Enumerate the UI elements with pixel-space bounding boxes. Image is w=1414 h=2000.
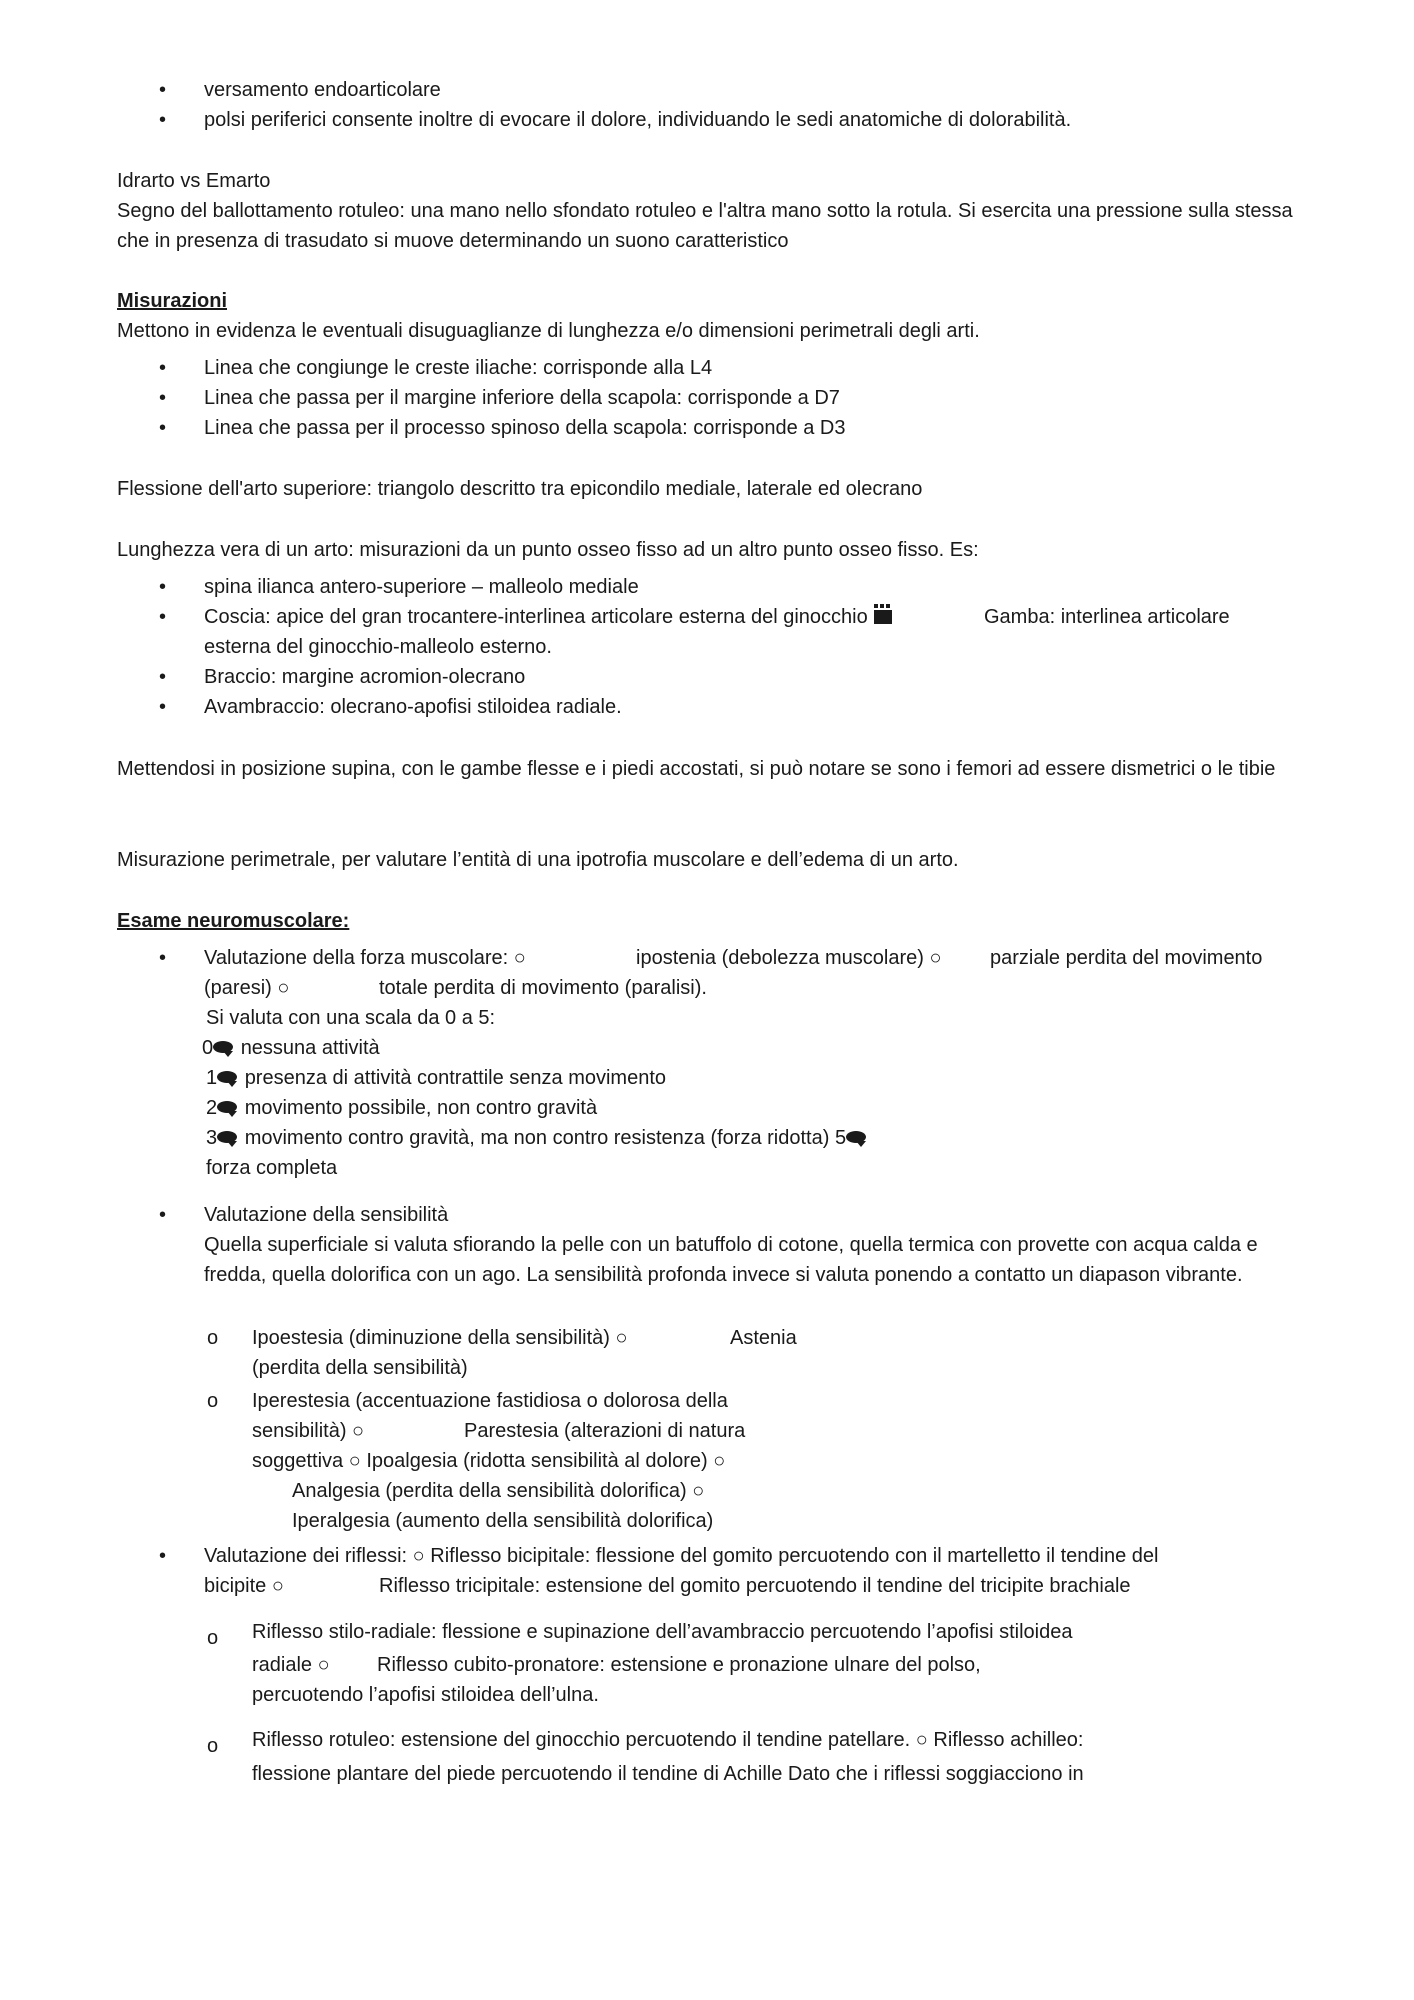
ipoalgesia-text: soggettiva ○ Ipoalgesia (ridotta sensibilità al dolore) ○ [252,1450,726,1472]
circle-bullet: o [207,1327,219,1349]
stiloradiale-text: Riflesso stilo-radiale: flessione e supinazione dell’avambraccio percuotendo l’apofisi stiloidea [252,1621,1073,1643]
forza-paresi: (paresi) ○ [204,977,290,999]
sensibilita-text: Quella superficiale si valuta sfiorando la pelle con un batuffolo di cotone, quella termica con provette con acqua calda e fredda, quella dolorifica con un ago. La sensibilità profonda invece si valuta ponendo a contatto un diapason vibrante. [204,1234,1258,1286]
scala-2-num: 2 [206,1097,218,1119]
stiloradiale-item [207,1617,1302,1712]
cubito-text: Riflesso cubito-pronatore: estensione e pronazione ulnare del polso, [377,1654,981,1676]
scala-1-text: presenza di attività contrattile senza movimento [244,1067,667,1089]
rotuleo-item [207,1725,1302,1790]
ipoestesia-item [207,1323,1302,1383]
iperalgesia-text: Iperalgesia (aumento della sensibilità dolorifica) [292,1510,714,1532]
neuro-heading: Esame neuromuscolare: [117,910,350,932]
scala-2-text: movimento possibile, non contro gravità [244,1097,598,1119]
scala-intro: Si valuta con una scala da 0 a 5: [206,1007,496,1029]
gamba-text: Gamba: interlinea articolare [984,606,1230,628]
scala-3-text: movimento contro gravità, ma non contro resistenza (forza ridotta) 5 [244,1127,847,1149]
iperestesia-item [207,1386,1302,1536]
bicipite-text: bicipite ○ [204,1575,284,1597]
speech-bubble-icon [213,1041,233,1053]
parestesia-text: Parestesia (alterazioni di natura [464,1420,746,1442]
scala-3 [206,1123,868,1153]
ipoestesia-text: Ipoestesia (diminuzione della sensibilità) ○ [252,1327,628,1349]
circle-bullet: o [207,1390,219,1412]
perimetrale-text: Misurazione perimetrale, per valutare l’entità di una ipotrofia muscolare e dell’edema di un arto. [117,849,959,871]
circle-bullet: o [207,1627,219,1649]
scala-0-num: 0 [202,1037,214,1059]
speech-bubble-icon [846,1131,866,1143]
idrarto-text: Segno del ballottamento rotuleo: una mano nello sfondato rotuleo e l'altra mano sotto la rotula. Si esercita una pressione sulla stessa che in presenza di trasudato si muove determinando un suono caratteristico [117,200,1293,252]
riflessi-text: Valutazione dei riflessi: ○ Riflesso bicipitale: flessione del gomito percuotendo con il martelletto il tendine del [204,1545,1159,1567]
line-d3: • Linea che passa per il processo spinoso della scapola: corrisponde a D3 [204,413,1304,443]
misurazioni-heading: Misurazioni [117,290,228,312]
scala-0 [202,1033,380,1063]
astenia-desc: (perdita della sensibilità) [252,1357,468,1379]
circle-bullet: o [207,1735,219,1757]
forza-parziale: parziale perdita del movimento [990,947,1263,969]
rotuleo-text: Riflesso rotuleo: estensione del ginocchio percuotendo il tendine patellare. ○ Riflesso achilleo: [252,1729,1084,1751]
scala-5: forza completa [206,1157,338,1179]
radiale-text: radiale ○ [252,1654,330,1676]
speech-bubble-icon [217,1131,237,1143]
idrarto-title: Idrarto vs Emarto [117,170,271,192]
coscia-text: Coscia: apice del gran trocantere-interlinea articolare esterna del ginocchio [204,606,868,628]
forza-label: Valutazione della forza muscolare: ○ [204,947,526,969]
lunghezza-coscia [204,602,1304,662]
scala-2 [206,1093,597,1123]
misurazioni-intro: Mettono in evidenza le eventuali disuguaglianze di lunghezza e/o dimensioni perimetrali degli arti. [117,320,980,342]
sensibilita-title: • Valutazione della sensibilità [204,1200,1304,1230]
lunghezza-spina: • spina ilianca antero-superiore – malleolo mediale [204,572,1304,602]
forza-item [204,943,1304,1183]
gamba-text-cont: esterna del ginocchio-malleolo esterno. [204,636,552,658]
lunghezza-intro: Lunghezza vera di un arto: misurazioni da un punto osseo fisso ad un altro punto osseo fisso. Es: [117,539,979,561]
forza-ipostenia: ipostenia (debolezza muscolare) ○ [636,947,942,969]
flessione-text: Flessione dell'arto superiore: triangolo descritto tra epicondilo mediale, laterale ed olecrano [117,478,923,500]
lunghezza-braccio: • Braccio: margine acromion-olecrano [204,662,1304,692]
achilleo-text: flessione plantare del piede percuotendo il tendine di Achille Dato che i riflessi soggiacciono in [252,1763,1084,1785]
astenia-text: Astenia [730,1327,797,1349]
scala-0-text: nessuna attività [240,1037,380,1059]
line-d7: • Linea che passa per il margine inferiore della scapola: corrisponde a D7 [204,383,1304,413]
riflessi-item [204,1541,1304,1601]
bullet-polsi: • polsi periferici consente inoltre di evocare il dolore, individuando le sedi anatomiche di dolorabilità. [204,105,1304,135]
analgesia-text: Analgesia (perdita della sensibilità dolorifica) ○ [292,1480,705,1502]
scala-1-num: 1 [206,1067,218,1089]
lunghezza-avambraccio: • Avambraccio: olecrano-apofisi stiloidea radiale. [204,692,1304,722]
clapperboard-icon [874,610,892,624]
iperestesia-text: Iperestesia (accentuazione fastidiosa o dolorosa della [252,1390,728,1412]
supina-text: Mettendosi in posizione supina, con le gambe flesse e i piedi accostati, si può notare se sono i femori ad essere dismetrici o le tibie [117,758,1276,780]
iperestesia-cont: sensibilità) ○ [252,1420,365,1442]
scala-3-num: 3 [206,1127,218,1149]
line-l4: • Linea che congiunge le creste iliache: corrisponde alla L4 [204,353,1304,383]
speech-bubble-icon [217,1101,237,1113]
forza-paralisi: totale perdita di movimento (paralisi). [379,977,707,999]
bullet-versamento: • versamento endoarticolare [204,75,1304,105]
speech-bubble-icon [217,1071,237,1083]
scala-1 [206,1063,666,1093]
cubito-cont: percuotendo l’apofisi stiloidea dell’ulna. [252,1684,599,1706]
tricipitale-text: Riflesso tricipitale: estensione del gomito percuotendo il tendine del tricipite brachiale [379,1575,1131,1597]
